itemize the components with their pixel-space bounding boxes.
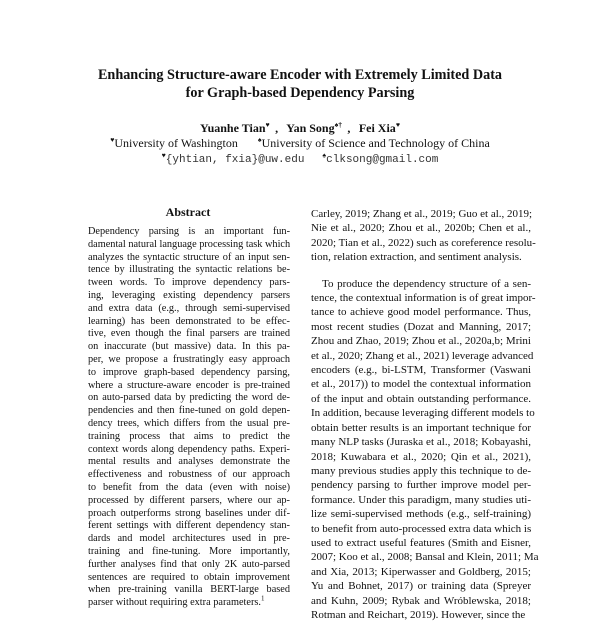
text-line: effectiveness and robustness of our approach — [88, 469, 290, 481]
text-line: when pre-training vanilla BERT-large based — [88, 584, 290, 596]
email-address: {yhtian, fxia}@uw.edu — [165, 154, 305, 166]
text-line: Dependency parsing is an important fun- — [88, 226, 290, 237]
text-line: tive, even though the final parsers are trained — [88, 328, 290, 340]
text-line: tween words. To improve dependency pars- — [88, 277, 290, 289]
text-line: per, we propose a frustratingly easy approach — [88, 353, 290, 365]
text-line: proach outperforms strong baselines under dif- — [88, 507, 290, 519]
text-line: to benefit from the data (even with noise) — [88, 481, 290, 493]
email-list — [0, 152, 600, 168]
author-name: Yan Song — [286, 121, 335, 135]
text-line: et al., 2020; Zhang et al., 2021) leverage advanced — [311, 349, 534, 362]
text-line: et al., 2017)) to model the contextual information — [311, 378, 531, 391]
text-line: tence by illustrating the syntactic relations be- — [88, 264, 290, 276]
text-line: most recent studies (Dozat and Manning, 2017; — [311, 320, 531, 333]
author-list: Yuanhe Tian♥ , Yan Song♠† , Fei Xia♥ — [200, 121, 400, 135]
text-line: obtain better results is an important technique for — [311, 421, 531, 434]
text-line: where a structure-aware encoder is pre-trained — [88, 379, 290, 391]
text-line: ferent settings with different dependency stan- — [88, 520, 290, 532]
text-line: sentences are required to obtain improvement — [88, 571, 290, 583]
affiliation-list — [0, 136, 600, 151]
text-line: training process that aims to predict the — [88, 430, 290, 442]
text-line: mental results and analyses demonstrate the — [88, 456, 290, 468]
text-line: parser without requiring extra parameters.$^1$ — [88, 594, 265, 609]
title-line-2: for Graph-based Dependency Parsing — [185, 85, 415, 101]
author-name: Yuanhe Tian — [200, 121, 266, 135]
text-line: Yu and Bohnet, 2017) or training data (Spreyer — [311, 580, 531, 593]
text-line: learning) has been demonstrated to be effec- — [88, 315, 290, 327]
text-line: context words along dependency paths. Experi- — [88, 443, 290, 455]
text-line: Zhou and Zhao, 2019; Zhou et al., 2020a,b; Mrini — [311, 335, 531, 348]
affiliation-name: University of Washington — [114, 136, 238, 150]
text-line: further analyses find that only 2K auto-parsed — [88, 558, 290, 570]
affiliation-mark: ♥ — [110, 136, 115, 144]
text-line: processed by different parsers, where our ap- — [88, 494, 290, 506]
author-mark: ♥ — [395, 121, 400, 129]
paper-title — [0, 66, 600, 102]
text-line: of the input and obtain outstanding performance. — [311, 392, 531, 405]
text-line: pendency parsing to further improve model per- — [311, 479, 531, 492]
author-mark: ♠† — [334, 121, 342, 129]
title-line-1: Enhancing Structure-aware Encoder with Extremely Limited Data — [97, 67, 503, 83]
text-line: and Kuhn, 2009; Rybak and Wróblewska, 2018; — [311, 594, 531, 607]
text-line: Nie et al., 2020; Zhou et al., 2020b; Chen et al., — [311, 222, 531, 235]
right-paragraph-1 — [311, 207, 536, 265]
text-line: on inaccurate (but massive) data. In this pa- — [88, 341, 290, 353]
text-line: used to extract useful features (Smith and Eisner, — [311, 536, 531, 549]
text-line: 2007; Koo et al., 2008; Bansal and Klein, 2011; Ma — [311, 551, 539, 564]
text-line: tance to achieve good model performance. Thus, — [311, 306, 531, 319]
text-line: pendencies and then fine-tuned on gold depen- — [88, 405, 290, 417]
text-line: To produce the dependency structure of a sen- — [322, 277, 531, 290]
text-line: on auto-parsed data by predicting the word de- — [88, 392, 290, 404]
email-address: clksong@gmail.com — [326, 154, 439, 166]
text-line: and Xia, 2013; Kiperwasser and Goldberg, 2015; — [311, 565, 531, 578]
text-line: and extra data (e.g., through semi-supervised — [88, 302, 290, 314]
affiliation-mark: ♠ — [257, 136, 262, 144]
email-mark: ♥ — [161, 151, 166, 160]
text-line: 2018; Kuwabara et al., 2020; Qin et al., 2021), — [311, 450, 531, 463]
abstract-body — [88, 226, 290, 610]
right-column-body — [311, 207, 539, 622]
text-line: many NLP tasks (Juraska et al., 2018; Kobayashi, — [311, 436, 531, 449]
text-line: Carley, 2019; Zhang et al., 2019; Guo et al., 2019; — [311, 208, 533, 220]
text-line: In addition, because leveraging different models to — [311, 407, 535, 420]
text-line: encoders (e.g., bi-LSTM, Transformer (Vaswani — [311, 364, 531, 377]
email-mark: ♠ — [322, 151, 327, 160]
text-line: to improve graph-based dependency parsing, — [88, 366, 290, 378]
text-line: dards and model architectures used in pre- — [88, 533, 290, 545]
text-line: lize semi-supervised methods (e.g., self-training) — [311, 508, 531, 521]
affiliation-name: University of Science and Technology of China — [261, 136, 490, 150]
text-line: dency trees, which differs from the usual pre- — [88, 417, 290, 429]
text-line: tence, the contextual information is of great impor- — [311, 292, 536, 305]
text-line: training and fine-tuning. More importantly, — [88, 545, 290, 557]
author-mark: ♥ — [265, 121, 270, 129]
text-line: many previous studies apply this technique to de- — [311, 464, 531, 477]
footnote-mark: 1 — [260, 594, 265, 603]
text-line: Rotman and Reichart, 2019). However, since the — [311, 608, 526, 621]
right-paragraph-2 — [311, 277, 539, 622]
text-line: 2020; Tian et al., 2022) such as coreference resolu- — [311, 236, 536, 249]
text-line: ing, leveraging existing dependency parsers — [88, 289, 290, 301]
text-line: tion, relation extraction, and sentiment analysis. — [311, 251, 522, 264]
text-line: damental natural language processing task which — [88, 238, 291, 250]
author-name: Fei Xia — [358, 121, 396, 135]
text-line: formance. Under this paradigm, many studies uti- — [311, 493, 531, 506]
abstract-heading: Abstract — [165, 205, 211, 219]
text-line: to benefit from auto-processed extra data which is — [311, 522, 532, 535]
text-line: analyzes the syntactic structure of an input sen- — [88, 251, 290, 263]
